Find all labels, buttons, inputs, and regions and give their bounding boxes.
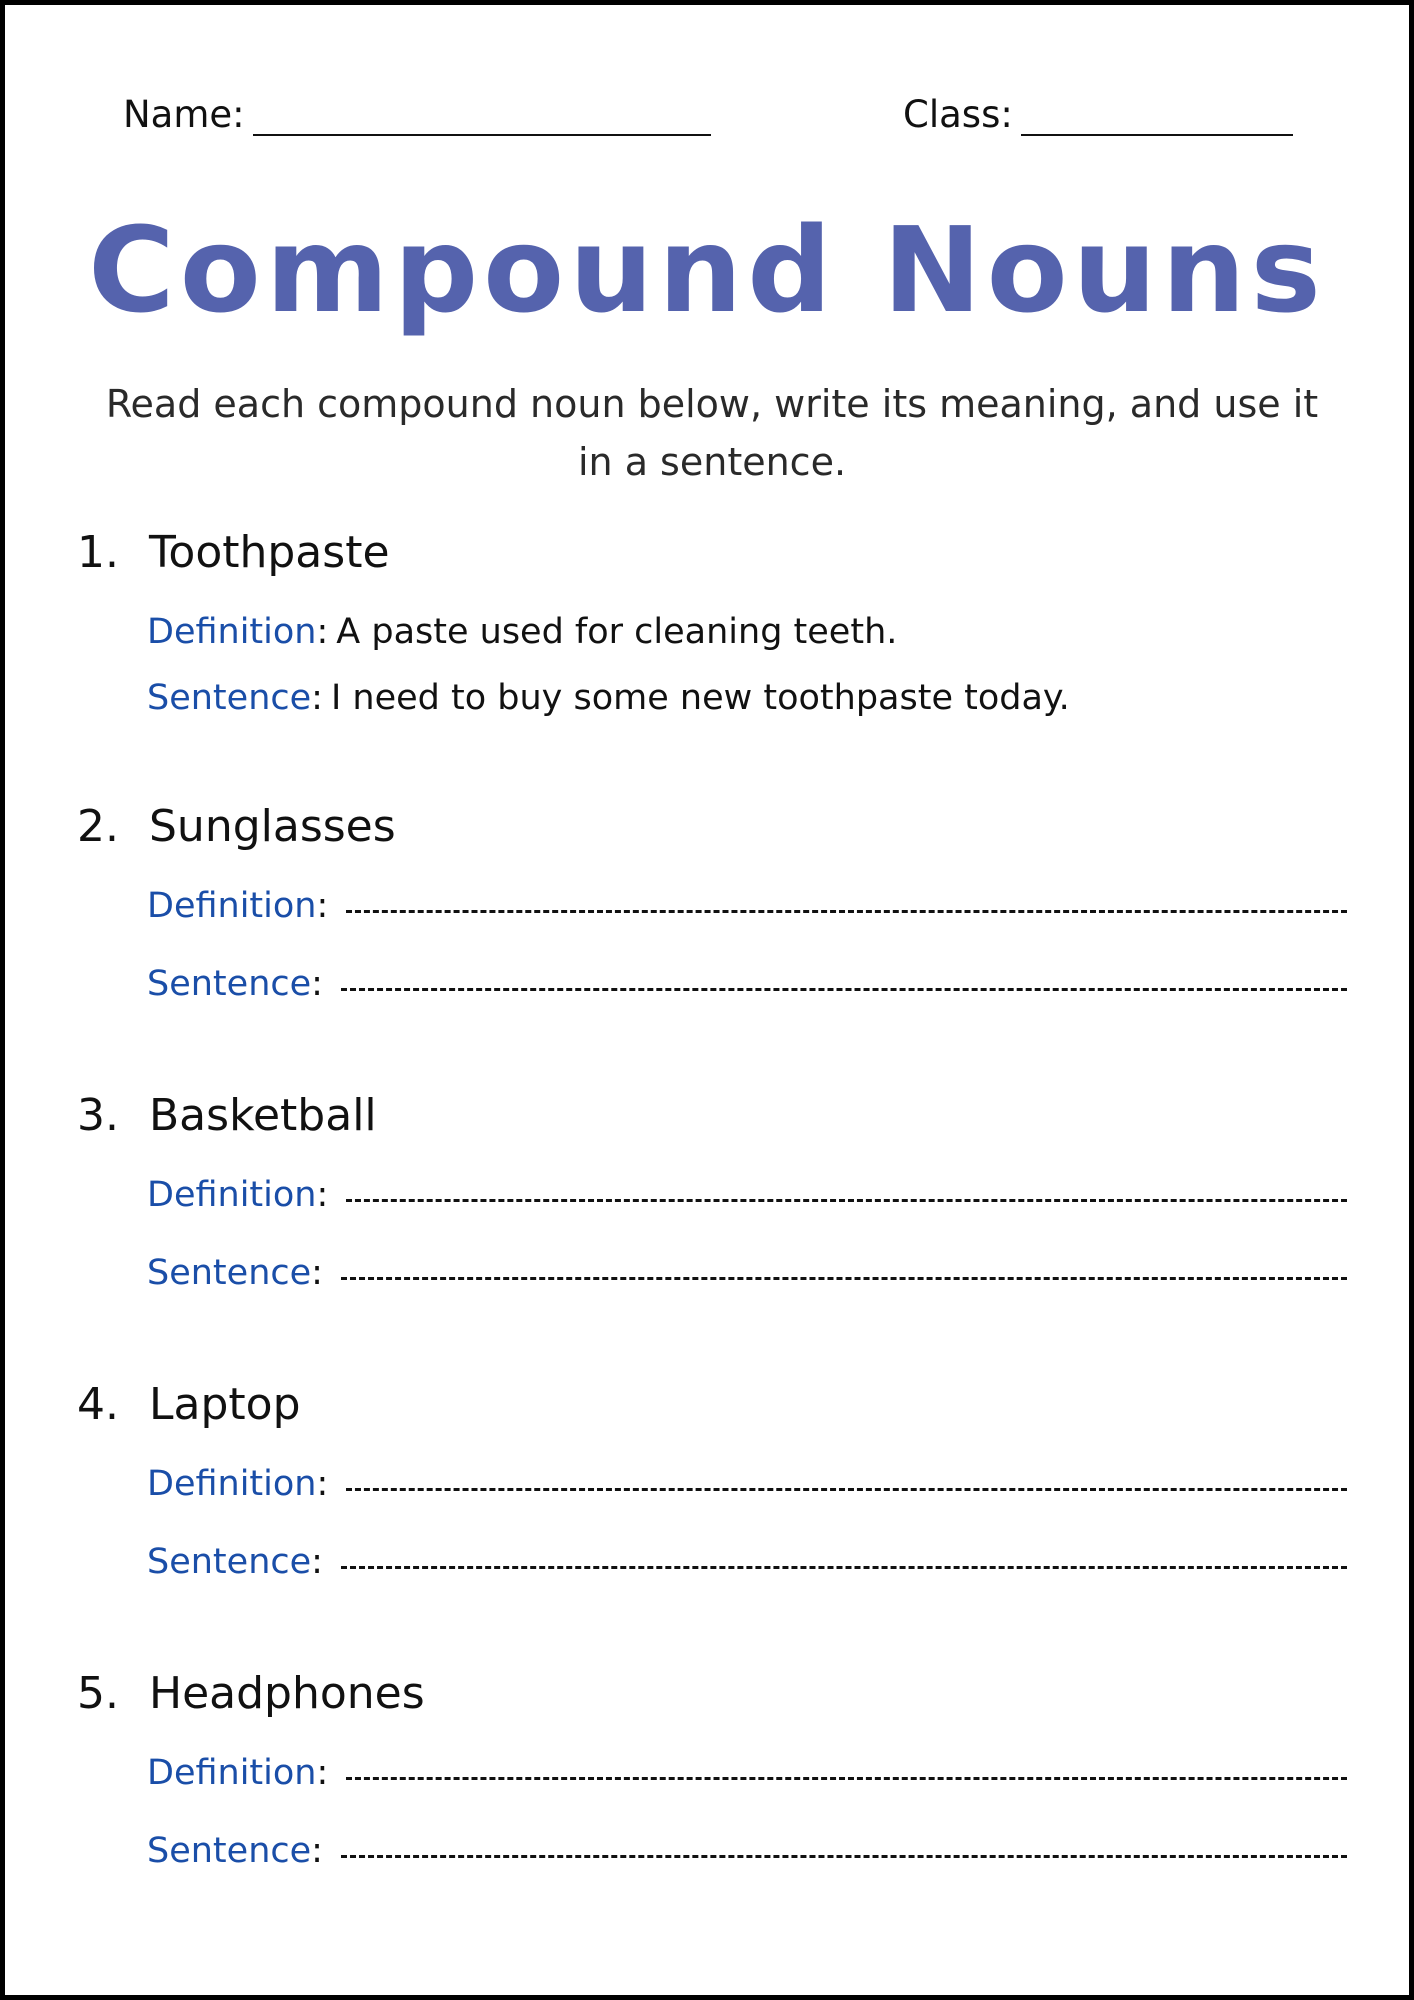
definition-blank[interactable] — [346, 908, 1347, 913]
definition-label: Definition — [147, 1753, 317, 1793]
list-item — [77, 1090, 1347, 1293]
definition-label: Definition — [147, 612, 317, 652]
definition-blank[interactable] — [346, 1197, 1347, 1202]
item-word: Basketball — [149, 1090, 377, 1141]
colon: : — [311, 678, 323, 718]
sentence-label: Sentence — [147, 678, 312, 718]
sentence-label: Sentence — [147, 1542, 312, 1582]
name-field — [123, 93, 711, 136]
item-number: 3. — [77, 1090, 119, 1141]
definition-label: Definition — [147, 1175, 317, 1215]
sentence-label: Sentence — [147, 964, 312, 1004]
sentence-row — [147, 678, 1347, 718]
item-word: Toothpaste — [149, 527, 390, 578]
definition-row — [147, 612, 1347, 652]
definition-row — [147, 1464, 1347, 1504]
list-item — [77, 801, 1347, 1004]
sentence-blank[interactable] — [341, 1564, 1347, 1569]
class-label: Class: — [903, 93, 1013, 136]
instructions: Read each compound noun below, write its meaning, and use it in a sentence. — [105, 382, 1319, 484]
colon: : — [316, 1175, 329, 1215]
name-label: Name: — [123, 93, 245, 136]
colon: : — [311, 1542, 323, 1582]
list-item — [77, 1379, 1347, 1582]
sentence-row — [147, 1831, 1347, 1871]
sentence-blank[interactable] — [341, 986, 1347, 991]
sentence-row — [147, 1542, 1347, 1582]
name-input-line[interactable] — [253, 94, 711, 136]
class-field — [903, 93, 1293, 136]
definition-row — [147, 1175, 1347, 1215]
sentence-answer: I need to buy some new toothpaste today. — [330, 678, 1070, 718]
sentence-label: Sentence — [147, 1253, 312, 1293]
item-number: 4. — [77, 1379, 119, 1430]
item-number: 1. — [77, 527, 119, 578]
colon: : — [311, 1253, 323, 1293]
definition-label: Definition — [147, 886, 317, 926]
sentence-row — [147, 1253, 1347, 1293]
page-title: Compound Nouns — [88, 201, 1326, 339]
definition-answer: A paste used for cleaning teeth. — [336, 612, 898, 652]
item-word: Laptop — [149, 1379, 301, 1430]
list-item — [77, 1668, 1347, 1871]
list-item — [77, 527, 1347, 718]
item-number: 2. — [77, 801, 119, 852]
colon: : — [316, 612, 329, 652]
definition-row — [147, 1753, 1347, 1793]
colon: : — [311, 1831, 323, 1871]
colon: : — [316, 1753, 329, 1793]
definition-label: Definition — [147, 1464, 317, 1504]
colon: : — [316, 1464, 329, 1504]
colon: : — [311, 964, 323, 1004]
sentence-blank[interactable] — [341, 1275, 1347, 1280]
item-number: 5. — [77, 1668, 119, 1719]
item-word: Sunglasses — [149, 801, 396, 852]
colon: : — [316, 886, 329, 926]
sentence-blank[interactable] — [341, 1853, 1347, 1858]
sentence-row — [147, 964, 1347, 1004]
class-input-line[interactable] — [1021, 94, 1293, 136]
definition-blank[interactable] — [346, 1486, 1347, 1491]
sentence-label: Sentence — [147, 1831, 312, 1871]
item-word: Headphones — [149, 1668, 425, 1719]
definition-row — [147, 886, 1347, 926]
definition-blank[interactable] — [346, 1775, 1347, 1780]
